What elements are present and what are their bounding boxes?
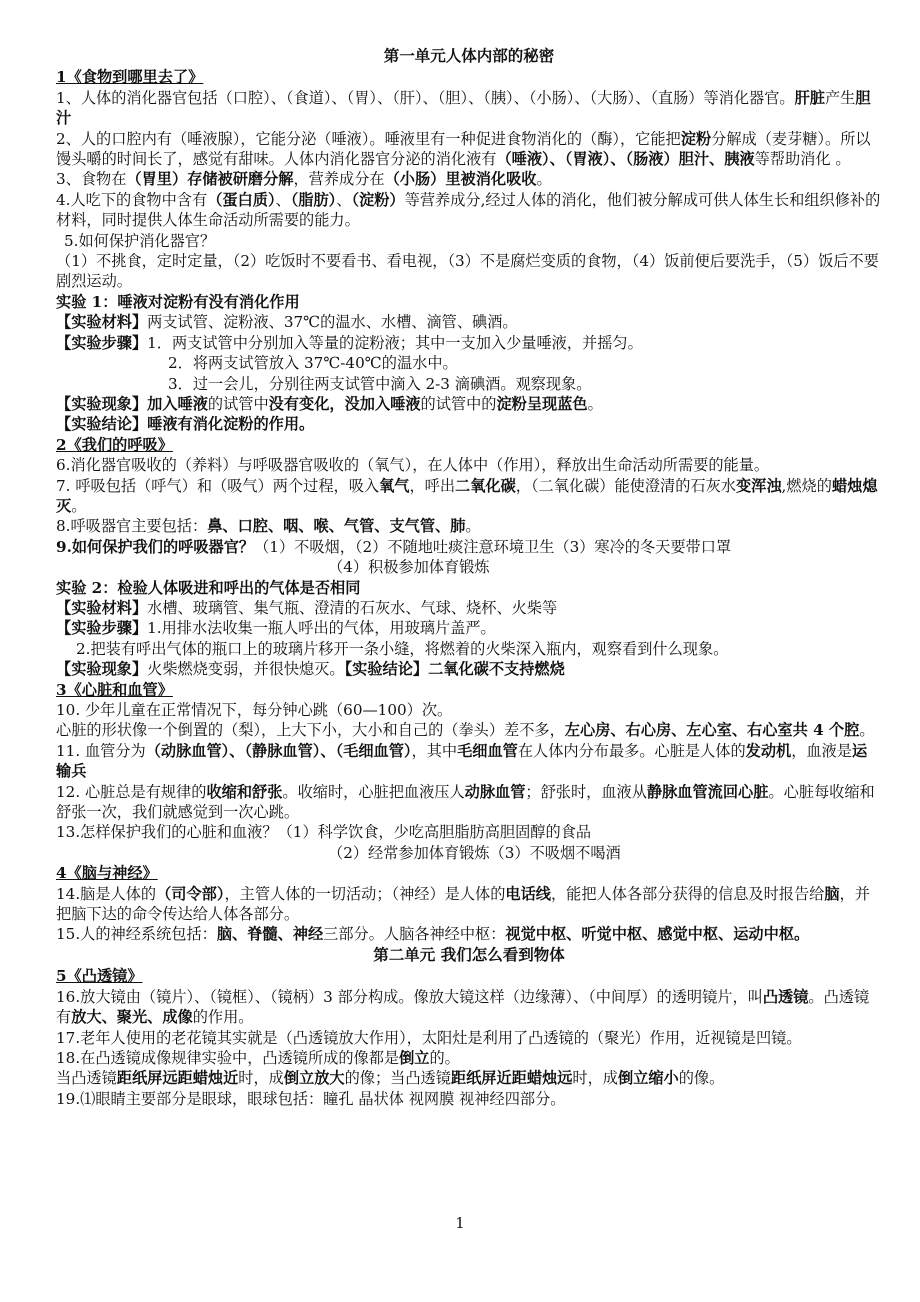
text-line	[56, 394, 882, 414]
text-run: ，能把人体各部分获得的信息及时报告给	[550, 884, 825, 903]
text-line	[56, 129, 882, 170]
text-line	[56, 822, 882, 842]
text-run: 时，成	[238, 1069, 284, 1088]
text-run: ，营养成分在	[293, 170, 385, 189]
text-run: 【实验现象】	[56, 660, 148, 679]
text-run: 距纸屏远距蜡烛近	[116, 1069, 239, 1088]
text-run: 毛细血管	[457, 741, 518, 760]
text-run: 18.在凸透镜成像规律实验中，凸透镜所成的像都是	[56, 1048, 400, 1067]
text-run: 【实验现象】加入唾液	[56, 394, 208, 413]
text-line	[56, 945, 882, 965]
text-run: 火柴燃烧变弱，并很快熄灭。	[147, 660, 345, 679]
text-line	[56, 1089, 882, 1109]
text-run: 二氧化碳	[455, 476, 516, 495]
text-run: 等帮助消化 。	[754, 150, 851, 169]
text-run: 的。	[429, 1048, 460, 1067]
text-run: 水槽、玻璃管、集气瓶、澄清的石灰水、气球、烧杯、火柴等	[147, 598, 558, 617]
text-run: （蛋白质）	[207, 190, 276, 209]
text-run: （淀粉）	[351, 190, 405, 209]
text-run: 【实验结论】唾液有消化淀粉的作用。	[56, 415, 315, 434]
section-heading: 4《脑与神经》	[56, 864, 158, 883]
text-run: 的试管中的	[420, 394, 497, 413]
text-run: 当凸透镜	[56, 1069, 117, 1088]
text-run: 2、人的口腔内有（唾液腺），它能分泌（唾液）。唾液里有一种促进食物消化的（酶），它能把	[56, 129, 681, 148]
text-line	[56, 700, 882, 720]
text-line	[56, 863, 882, 883]
text-run: 肝脏	[794, 88, 825, 107]
text-line	[56, 884, 882, 925]
text-run: 氧气	[379, 476, 410, 495]
text-line	[56, 843, 882, 863]
section-heading: 3《心脏和血管》	[56, 680, 173, 699]
text-run: 没有变化，没加入唾液	[268, 394, 421, 413]
text-line	[56, 639, 882, 659]
text-run: 实验 1：唾液对淀粉有没有消化作用	[56, 292, 300, 311]
text-run: 静脉血管流回心脏	[646, 782, 769, 801]
text-run: 1．两支试管中分别加入等量的淀粉液；其中一支加入少量唾液，并摇匀。	[147, 333, 643, 352]
text-run: 电话线	[505, 884, 551, 903]
text-run: 距纸屏近距蜡烛远	[450, 1069, 573, 1088]
text-run: 运输兵	[56, 741, 868, 781]
text-run: ，（二氧化碳）能使澄清的石灰水	[515, 476, 736, 495]
text-run: 。	[71, 496, 87, 515]
text-run: 【实验结论】二氧化碳不支持燃烧	[344, 660, 565, 679]
section-heading: 5《凸透镜》	[56, 967, 143, 986]
text-run: 7. 呼吸包括（呼气）和（吸气）两个过程，吸入	[56, 476, 380, 495]
text-run: 变浑浊	[735, 476, 782, 495]
text-run: 倒立缩小	[617, 1069, 679, 1088]
text-run: 心脏的形状像一个倒置的（梨），上大下小，大小和自己的（拳头）差不多，	[56, 721, 565, 740]
text-run: 时，成	[572, 1069, 618, 1088]
text-line	[56, 618, 882, 638]
section-heading: 2《我们的呼吸》	[56, 435, 173, 454]
text-run: 倒立放大	[283, 1069, 345, 1088]
text-run: 8.呼吸器官主要包括：	[56, 517, 208, 536]
text-run: （4）积极参加体育锻炼	[328, 558, 490, 577]
text-run: 1.用排水法收集一瓶人呼出的气体，用玻璃片盖严。	[147, 619, 496, 638]
text-line	[56, 782, 882, 823]
text-run: 【实验步骤】	[56, 333, 148, 352]
page-number: 1	[455, 1214, 465, 1232]
text-run: （胃里）存储被研磨分解	[126, 170, 294, 189]
text-run: 。凸透镜有	[56, 987, 870, 1027]
text-line	[56, 190, 882, 231]
text-run: 2．将两支试管放入 37℃-40℃的温水中。	[168, 354, 458, 373]
text-line	[56, 966, 882, 986]
text-run: （唾液）、（胃液）、（肠液）胆汁、胰液	[496, 150, 755, 169]
text-run: 的像。	[678, 1069, 725, 1088]
text-run: 的试管中	[207, 394, 269, 413]
text-run: 12. 心脏总是有规律的	[56, 782, 207, 801]
text-run: 放大、聚光、成像	[71, 1008, 193, 1027]
text-run: 14.脑是人体的	[56, 884, 157, 903]
text-run: 5.如何保护消化器官？	[64, 231, 216, 250]
text-run: 。	[587, 394, 603, 413]
text-run: 、	[336, 190, 352, 209]
text-run: ；舒张时，血液从	[525, 782, 647, 801]
text-run: 2.把装有呼出气体的瓶口上的玻璃片移开一条小缝，将燃着的火柴深入瓶内，观察看到什么现象。	[76, 639, 729, 658]
text-line	[56, 292, 882, 312]
text-run: （小肠）里被消化吸收	[384, 170, 537, 189]
text-run: ,燃烧的	[781, 476, 832, 495]
text-run: 两支试管、淀粉液、37℃的温水、水槽、滴管、碘酒。	[147, 313, 518, 332]
text-run: （2）经常参加体育锻炼（3）不吸烟不喝酒	[328, 843, 621, 862]
text-line	[56, 598, 882, 618]
text-line	[56, 455, 882, 475]
text-line	[56, 374, 882, 394]
text-line	[56, 251, 882, 292]
text-run: 【实验材料】	[56, 313, 148, 332]
text-run: 倒立	[399, 1048, 430, 1067]
text-run: 11. 血管分为	[56, 741, 146, 760]
text-run: 在人体内分布最多。心脏是人体的	[517, 741, 746, 760]
section-heading: 1《食物到哪里去了》	[56, 68, 204, 87]
text-run: 蜡烛熄灭	[56, 476, 878, 515]
text-run: 淀粉呈现蓝色	[496, 394, 588, 413]
text-line	[56, 741, 882, 782]
text-run: 17.老年人使用的老花镜其实就是（凸透镜放大作用），太阳灶是利用了凸透镜的（聚光）作用，近视镜是凹镜。	[56, 1028, 802, 1047]
text-line	[56, 435, 882, 455]
text-run: （脂肪）	[290, 190, 337, 209]
text-line	[56, 169, 882, 189]
text-run: 的作用。	[192, 1008, 254, 1027]
text-run: 13.怎样保护我们的心脏和血液？（1）科学饮食，少吃高胆脂肪高胆固醇的食品	[56, 823, 592, 842]
text-run: 动脉血管	[464, 782, 526, 801]
text-line	[56, 537, 882, 557]
text-run: 【实验步骤】	[56, 619, 148, 638]
text-run: 。	[859, 721, 875, 740]
text-line	[56, 414, 882, 434]
text-run: 脑、脊髓、神经	[216, 925, 324, 944]
document-body	[56, 46, 882, 1109]
text-line	[56, 578, 882, 598]
text-run: ，其中	[411, 741, 458, 760]
text-run: 产生	[824, 88, 856, 107]
text-line	[56, 353, 882, 373]
text-run: 9.如何保护我们的呼吸器官？	[56, 537, 255, 556]
text-run: 收缩和舒张	[206, 782, 283, 801]
text-run: 【实验材料】	[56, 598, 148, 617]
text-run: 。	[465, 517, 481, 536]
text-run: 。心脏每收缩和舒张一次，我们就感觉到一次心跳。	[56, 782, 875, 822]
text-run: 的像；当凸透镜	[344, 1069, 451, 1088]
text-line	[56, 557, 882, 577]
text-line	[56, 67, 882, 87]
text-run: 3、食物在	[56, 170, 127, 189]
text-run: 分解成（麦芽糖）。所以馒头嚼的时间长了，感觉有甜味。人体内消化器官分泌的消化液有	[56, 129, 871, 169]
text-run: ，并把脑下达的命令传达给人体各部分。	[56, 884, 870, 924]
text-run: 胆汁	[56, 88, 871, 128]
text-line	[56, 659, 882, 679]
text-run: （1）不挑食，定时定量，（2）吃饭时不要看书、看电视，（3）不是腐烂变质的食物，（4）饭前便后要洗手，（5）饭后不要剧烈运动。	[56, 252, 879, 291]
text-line	[56, 476, 882, 517]
text-run: 19.⑴眼睛主要部分是眼球，眼球包括：瞳孔 晶状体 视网膜 视神经四部分。	[56, 1089, 566, 1108]
text-line	[56, 924, 882, 944]
text-line	[56, 720, 882, 740]
text-line	[56, 516, 882, 536]
text-line	[56, 1068, 882, 1088]
text-line	[56, 680, 882, 700]
text-run: 3．过一会儿，分别往两支试管中滴入 2-3 滴碘酒。观察现象。	[168, 374, 592, 393]
text-run: 视觉中枢、听觉中枢、感觉中枢、运动中枢。	[505, 925, 810, 944]
text-run: （1）不吸烟，（2）不随地吐痰注意环境卫生（3）寒冷的冬天要带口罩	[254, 537, 732, 556]
text-run: 发动机	[745, 741, 792, 760]
text-line	[56, 312, 882, 332]
text-run: 15.人的神经系统包括：	[56, 925, 217, 944]
text-run: 4.人吃下的食物中含有	[56, 190, 208, 209]
text-run: 6.消化器官吸收的（养料）与呼吸器官吸收的（氧气），在人体中（作用），释放出生命活动所需要的能量。	[56, 456, 770, 475]
text-line	[56, 231, 882, 251]
text-run: （司令部）	[156, 884, 225, 903]
text-run: 16.放大镜由（镜片）、（镜框）、（镜柄）3 部分构成。像放大镜这样（边缘薄）、（中间厚）的透明镜片，叫	[56, 987, 763, 1006]
text-run: 实验 2：检验人体吸进和呼出的气体是否相同	[56, 578, 361, 597]
text-run: 。	[536, 170, 552, 189]
text-run: 脑	[824, 884, 840, 903]
text-line	[56, 1048, 882, 1068]
text-run: 1、人体的消化器官包括（口腔）、（食道）、（胃）、（肝）、（胆）、（胰）、（小肠）、（大肠）、（直肠）等消化器官。	[56, 88, 795, 107]
text-line	[56, 88, 882, 129]
text-run: 、	[275, 190, 291, 209]
document-content	[56, 67, 882, 1109]
text-run: 鼻、口腔、咽、喉、气管、支气管、肺	[207, 517, 466, 536]
text-line	[56, 333, 882, 353]
text-run: 左心房、右心房、左心室、右心室共 4 个腔	[564, 721, 860, 740]
text-run: ，血液是	[791, 741, 852, 760]
page-title: 第一单元人体内部的秘密	[383, 46, 555, 65]
text-run: ，主管人体的一切活动；（神经）是人体的	[224, 884, 506, 903]
text-run: （动脉血管）、（静脉血管）、（毛细血管）	[145, 741, 412, 760]
text-run: 。收缩时，心脏把血液压人	[282, 782, 465, 801]
text-run: 等营养成分,经过人体的消化，他们被分解成可供人体生长和组织修补的材料，同时提供人体生命活动所需要的能力。	[56, 190, 881, 230]
text-line	[56, 987, 882, 1028]
text-run: 第二单元 我们怎么看到物体	[373, 944, 565, 964]
text-run: 10. 少年儿童在正常情况下，每分钟心跳（60—100）次。	[56, 701, 453, 719]
text-run: 淀粉	[680, 129, 712, 148]
text-line	[56, 1028, 882, 1048]
text-run: 凸透镜	[762, 987, 809, 1006]
text-run: ，呼出	[409, 476, 456, 495]
text-run: 三部分。人脑各神经中枢：	[323, 925, 506, 944]
